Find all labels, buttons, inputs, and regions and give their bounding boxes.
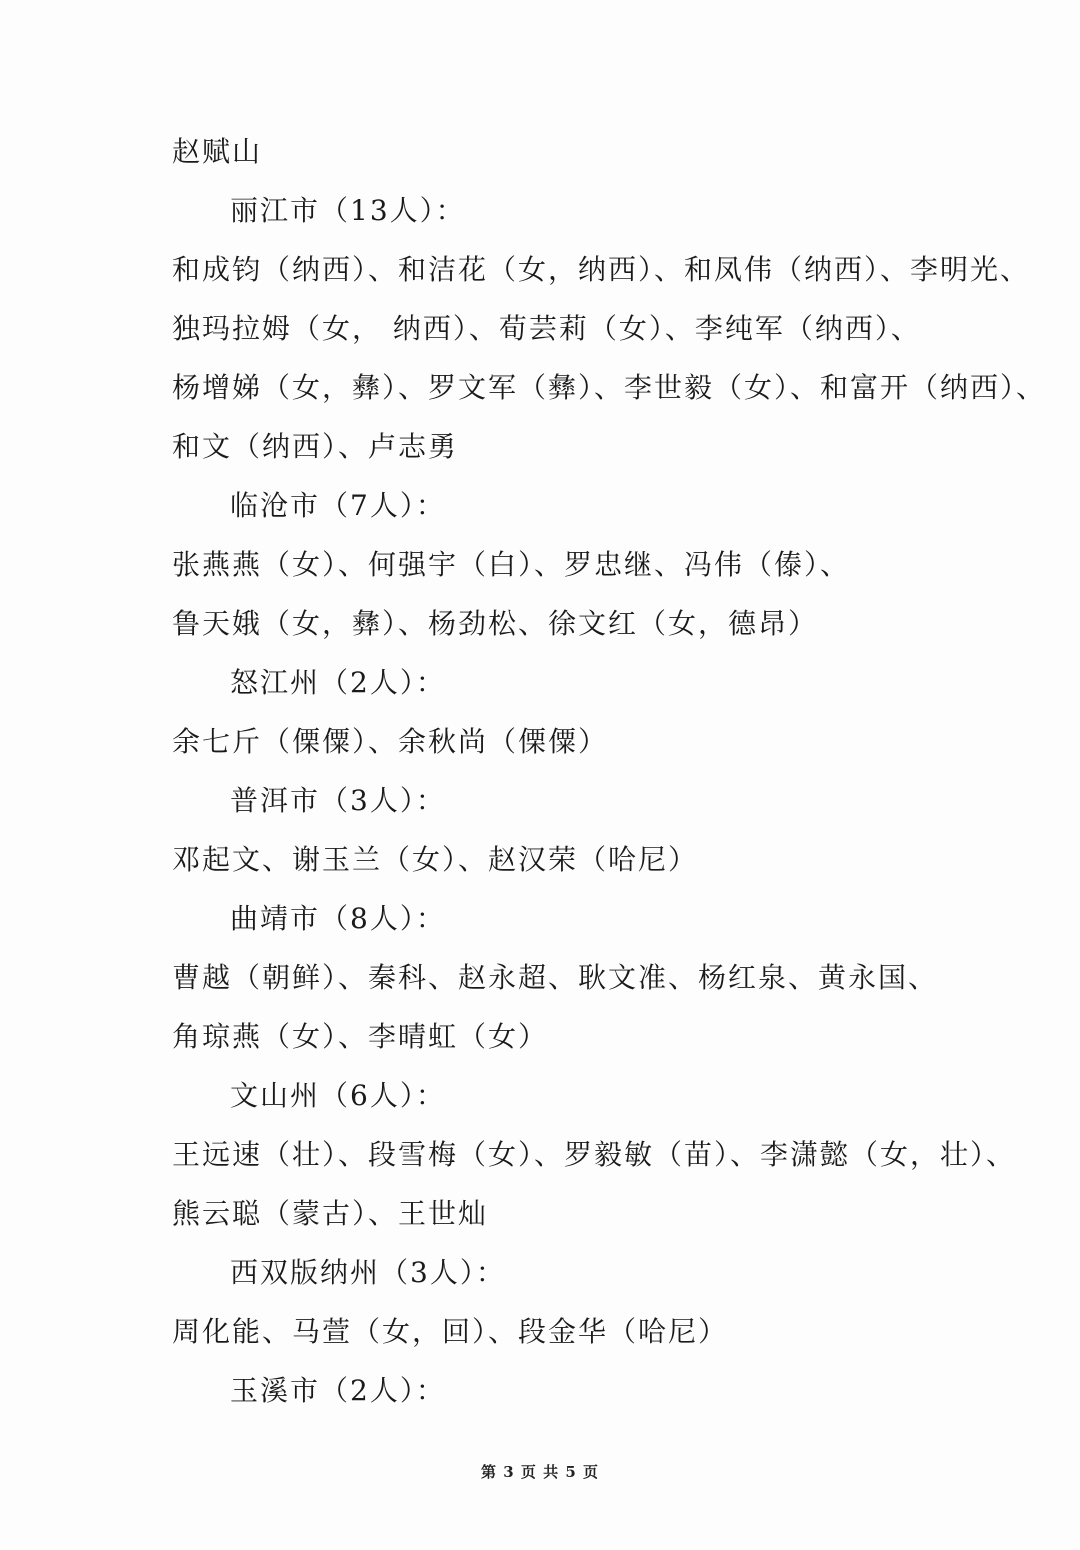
name-line: 邓起文、谢玉兰（女）、赵汉荣（哈尼） <box>172 843 699 876</box>
name-line: 熊云聪（蒙古）、王世灿 <box>172 1197 489 1230</box>
section-heading-lijiang: 丽江市（13人）： <box>230 194 466 227</box>
name-line: 余七斤（傈僳）、余秋尚（傈僳） <box>172 725 609 758</box>
section-heading-yuxi: 玉溪市（2人）： <box>230 1374 446 1407</box>
name-line: 王远速（壮）、段雪梅（女）、罗毅敏（苗）、李潇懿（女，壮）、 <box>172 1138 1017 1171</box>
name-line: 独玛拉姆（女， 纳西）、荀芸莉（女）、李纯军（纳西）、 <box>172 312 921 345</box>
name-line: 张燕燕（女）、何强宇（白）、罗忠继、冯伟（傣）、 <box>172 548 851 581</box>
section-heading-qujing: 曲靖市（8人）： <box>230 902 446 935</box>
name-line: 和文（纳西）、卢志勇 <box>172 430 459 463</box>
name-line: 赵赋山 <box>172 135 263 168</box>
name-line: 和成钧（纳西）、和洁花（女，纳西）、和凤伟（纳西）、李明光、 <box>172 253 1031 286</box>
name-line: 曹越（朝鲜）、秦科、赵永超、耿文准、杨红泉、黄永国、 <box>172 961 939 994</box>
name-line: 鲁天娥（女，彝）、杨劲松、徐文红（女，德昂） <box>172 607 819 640</box>
section-heading-nujiang: 怒江州（2人）： <box>230 666 446 699</box>
name-line: 周化能、马萱（女，回）、段金华（哈尼） <box>172 1315 729 1348</box>
section-heading-lincang: 临沧市（7人）： <box>230 489 446 522</box>
section-heading-wenshan: 文山州（6人）： <box>230 1079 446 1112</box>
page-number-footer: 第 3 页 共 5 页 <box>481 1463 599 1481</box>
section-heading-xishuangbanna: 西双版纳州（3人）： <box>230 1256 506 1289</box>
section-heading-puer: 普洱市（3人）： <box>230 784 446 817</box>
name-line: 杨增娣（女，彝）、罗文军（彝）、李世毅（女）、和富开（纳西）、 <box>172 371 1047 404</box>
name-line: 角琼燕（女）、李晴虹（女） <box>172 1020 549 1053</box>
